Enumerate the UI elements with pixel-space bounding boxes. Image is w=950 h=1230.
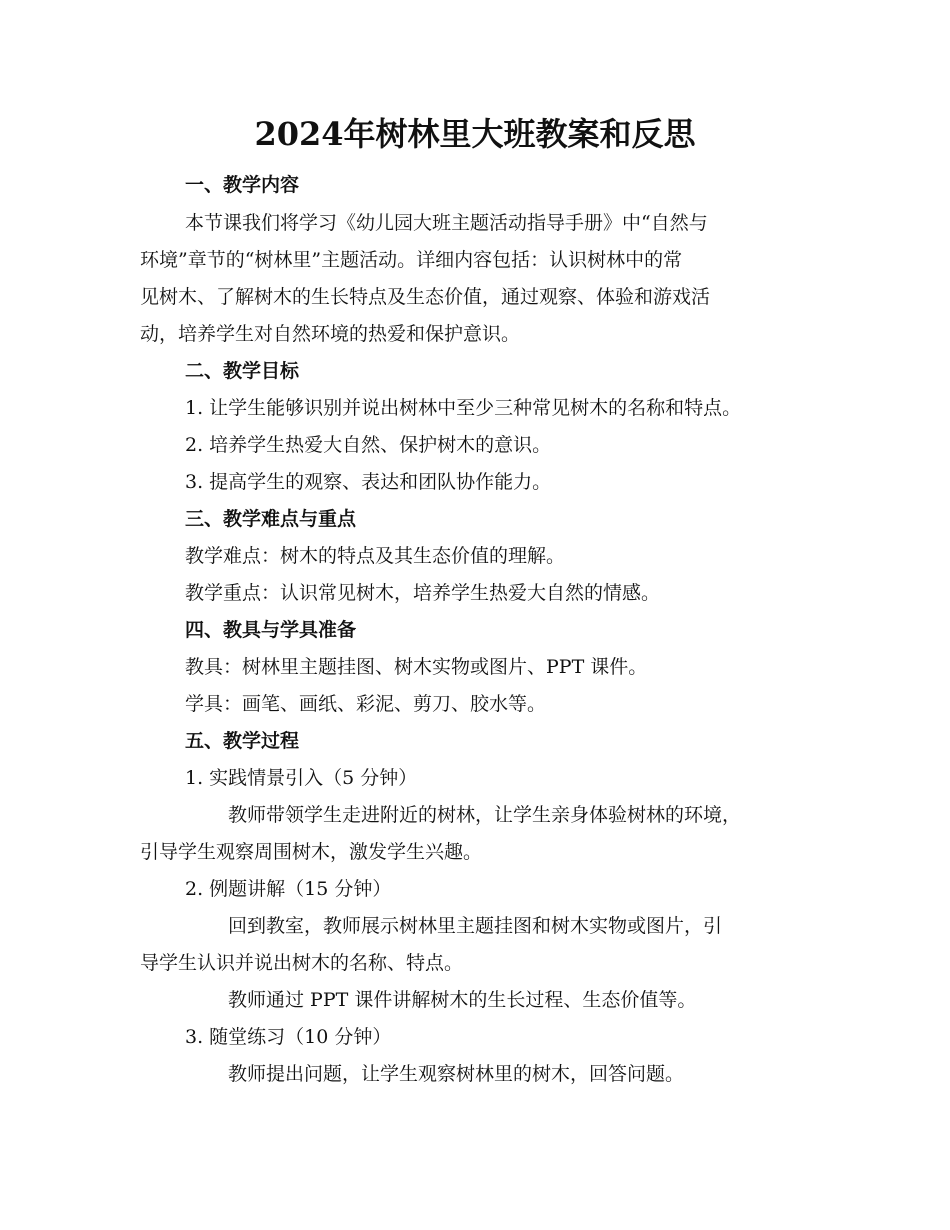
paragraph-line: 教师提出问题，让学生观察树林里的树木，回答问题。 bbox=[228, 1063, 685, 1085]
section-heading-goals: 二、教学目标 bbox=[185, 360, 300, 382]
paragraph-line: 动，培养学生对自然环境的热爱和保护意识。 bbox=[140, 323, 521, 345]
list-item: 3. 随堂练习（10 分钟） bbox=[185, 1026, 392, 1048]
section-heading-content: 一、教学内容 bbox=[185, 174, 300, 196]
document-title: 2024年树林里大班教案和反思 bbox=[254, 115, 696, 153]
list-item: 1. 实践情景引入（5 分钟） bbox=[185, 767, 418, 789]
paragraph-line: 教具：树林里主题挂图、树木实物或图片、PPT 课件。 bbox=[185, 656, 648, 678]
section-heading-process: 五、教学过程 bbox=[185, 730, 300, 752]
list-item: 2. 培养学生热爱大自然、保护树木的意识。 bbox=[185, 434, 552, 456]
paragraph-line: 回到教室，教师展示树林里主题挂图和树木实物或图片，引 bbox=[228, 915, 723, 937]
paragraph-line: 环境”章节的“树林里”主题活动。详细内容包括：认识树林中的常 bbox=[140, 249, 683, 271]
paragraph-line: 教学重点：认识常见树木，培养学生热爱大自然的情感。 bbox=[185, 582, 661, 604]
list-item: 2. 例题讲解（15 分钟） bbox=[185, 878, 392, 900]
paragraph-line: 教师带领学生走进附近的树林，让学生亲身体验树林的环境， bbox=[228, 804, 742, 826]
paragraph-line: 本节课我们将学习《幼儿园大班主题活动指导手册》中“自然与 bbox=[185, 212, 708, 234]
section-heading-difficulties: 三、教学难点与重点 bbox=[185, 508, 357, 530]
paragraph-line: 教师通过 PPT 课件讲解树木的生长过程、生态价值等。 bbox=[228, 989, 697, 1011]
section-heading-materials: 四、教具与学具准备 bbox=[185, 619, 357, 641]
paragraph-line: 学具：画笔、画纸、彩泥、剪刀、胶水等。 bbox=[185, 693, 547, 715]
list-item: 1. 让学生能够识别并说出树林中至少三种常见树木的名称和特点。 bbox=[185, 397, 742, 419]
paragraph-line: 教学难点：树木的特点及其生态价值的理解。 bbox=[185, 545, 566, 567]
list-item: 3. 提高学生的观察、表达和团队协作能力。 bbox=[185, 471, 552, 493]
paragraph-line: 引导学生观察周围树木，激发学生兴趣。 bbox=[140, 841, 483, 863]
paragraph-line: 见树木、了解树木的生长特点及生态价值，通过观察、体验和游戏活 bbox=[140, 286, 711, 308]
paragraph-line: 导学生认识并说出树木的名称、特点。 bbox=[140, 952, 464, 974]
